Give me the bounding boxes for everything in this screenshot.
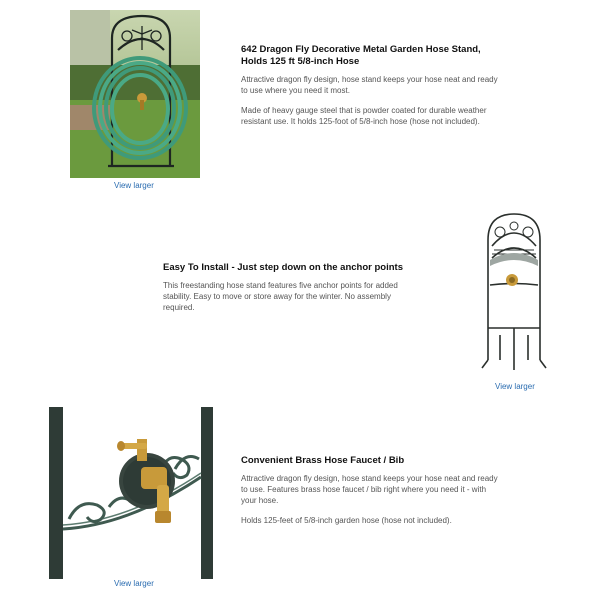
view-larger-link-2[interactable]: View larger xyxy=(495,382,535,391)
product-photo-garden[interactable] xyxy=(70,10,200,178)
view-larger-link-1[interactable]: View larger xyxy=(114,181,154,190)
section-3-text xyxy=(241,455,499,535)
section-2-paragraph-1: This freestanding hose stand features five anchor points for added stability. Easy to move or store away for the winter. No assembly required. xyxy=(163,281,398,312)
section-2-title: Easy To Install - Just step down on the anchor points xyxy=(163,262,403,273)
hose-stand-product-image xyxy=(478,210,550,375)
section-1-text xyxy=(241,44,499,136)
product-photo-stand[interactable] xyxy=(478,210,550,375)
section-3-paragraph-1: Attractive dragon fly design, hose stand keeps your hose neat and ready to use. Features brass hose faucet / bib right where you need it - with your hose. xyxy=(241,474,498,505)
section-1-title: 642 Dragon Fly Decorative Metal Garden Hose Stand, Holds 125 ft 5/8-inch Hose xyxy=(241,44,481,67)
product-photo-faucet[interactable] xyxy=(49,407,213,579)
view-larger-link-3[interactable]: View larger xyxy=(114,579,154,588)
hose-stand-garden-image xyxy=(70,10,200,178)
section-3-title: Convenient Brass Hose Faucet / Bib xyxy=(241,455,405,466)
brass-faucet-closeup-image xyxy=(49,407,213,579)
section-2-text xyxy=(163,262,413,322)
section-1-paragraph-1: Attractive dragon fly design, hose stand keeps your hose neat and ready to use where you need it most. xyxy=(241,75,498,95)
section-1-paragraph-2: Made of heavy gauge steel that is powder coated for durable weather resistant use. It holds 125-foot of 5/8-inch hose (hose not included). xyxy=(241,106,487,126)
section-3-paragraph-2: Holds 125-feet of 5/8-inch garden hose (hose not included). xyxy=(241,516,452,525)
